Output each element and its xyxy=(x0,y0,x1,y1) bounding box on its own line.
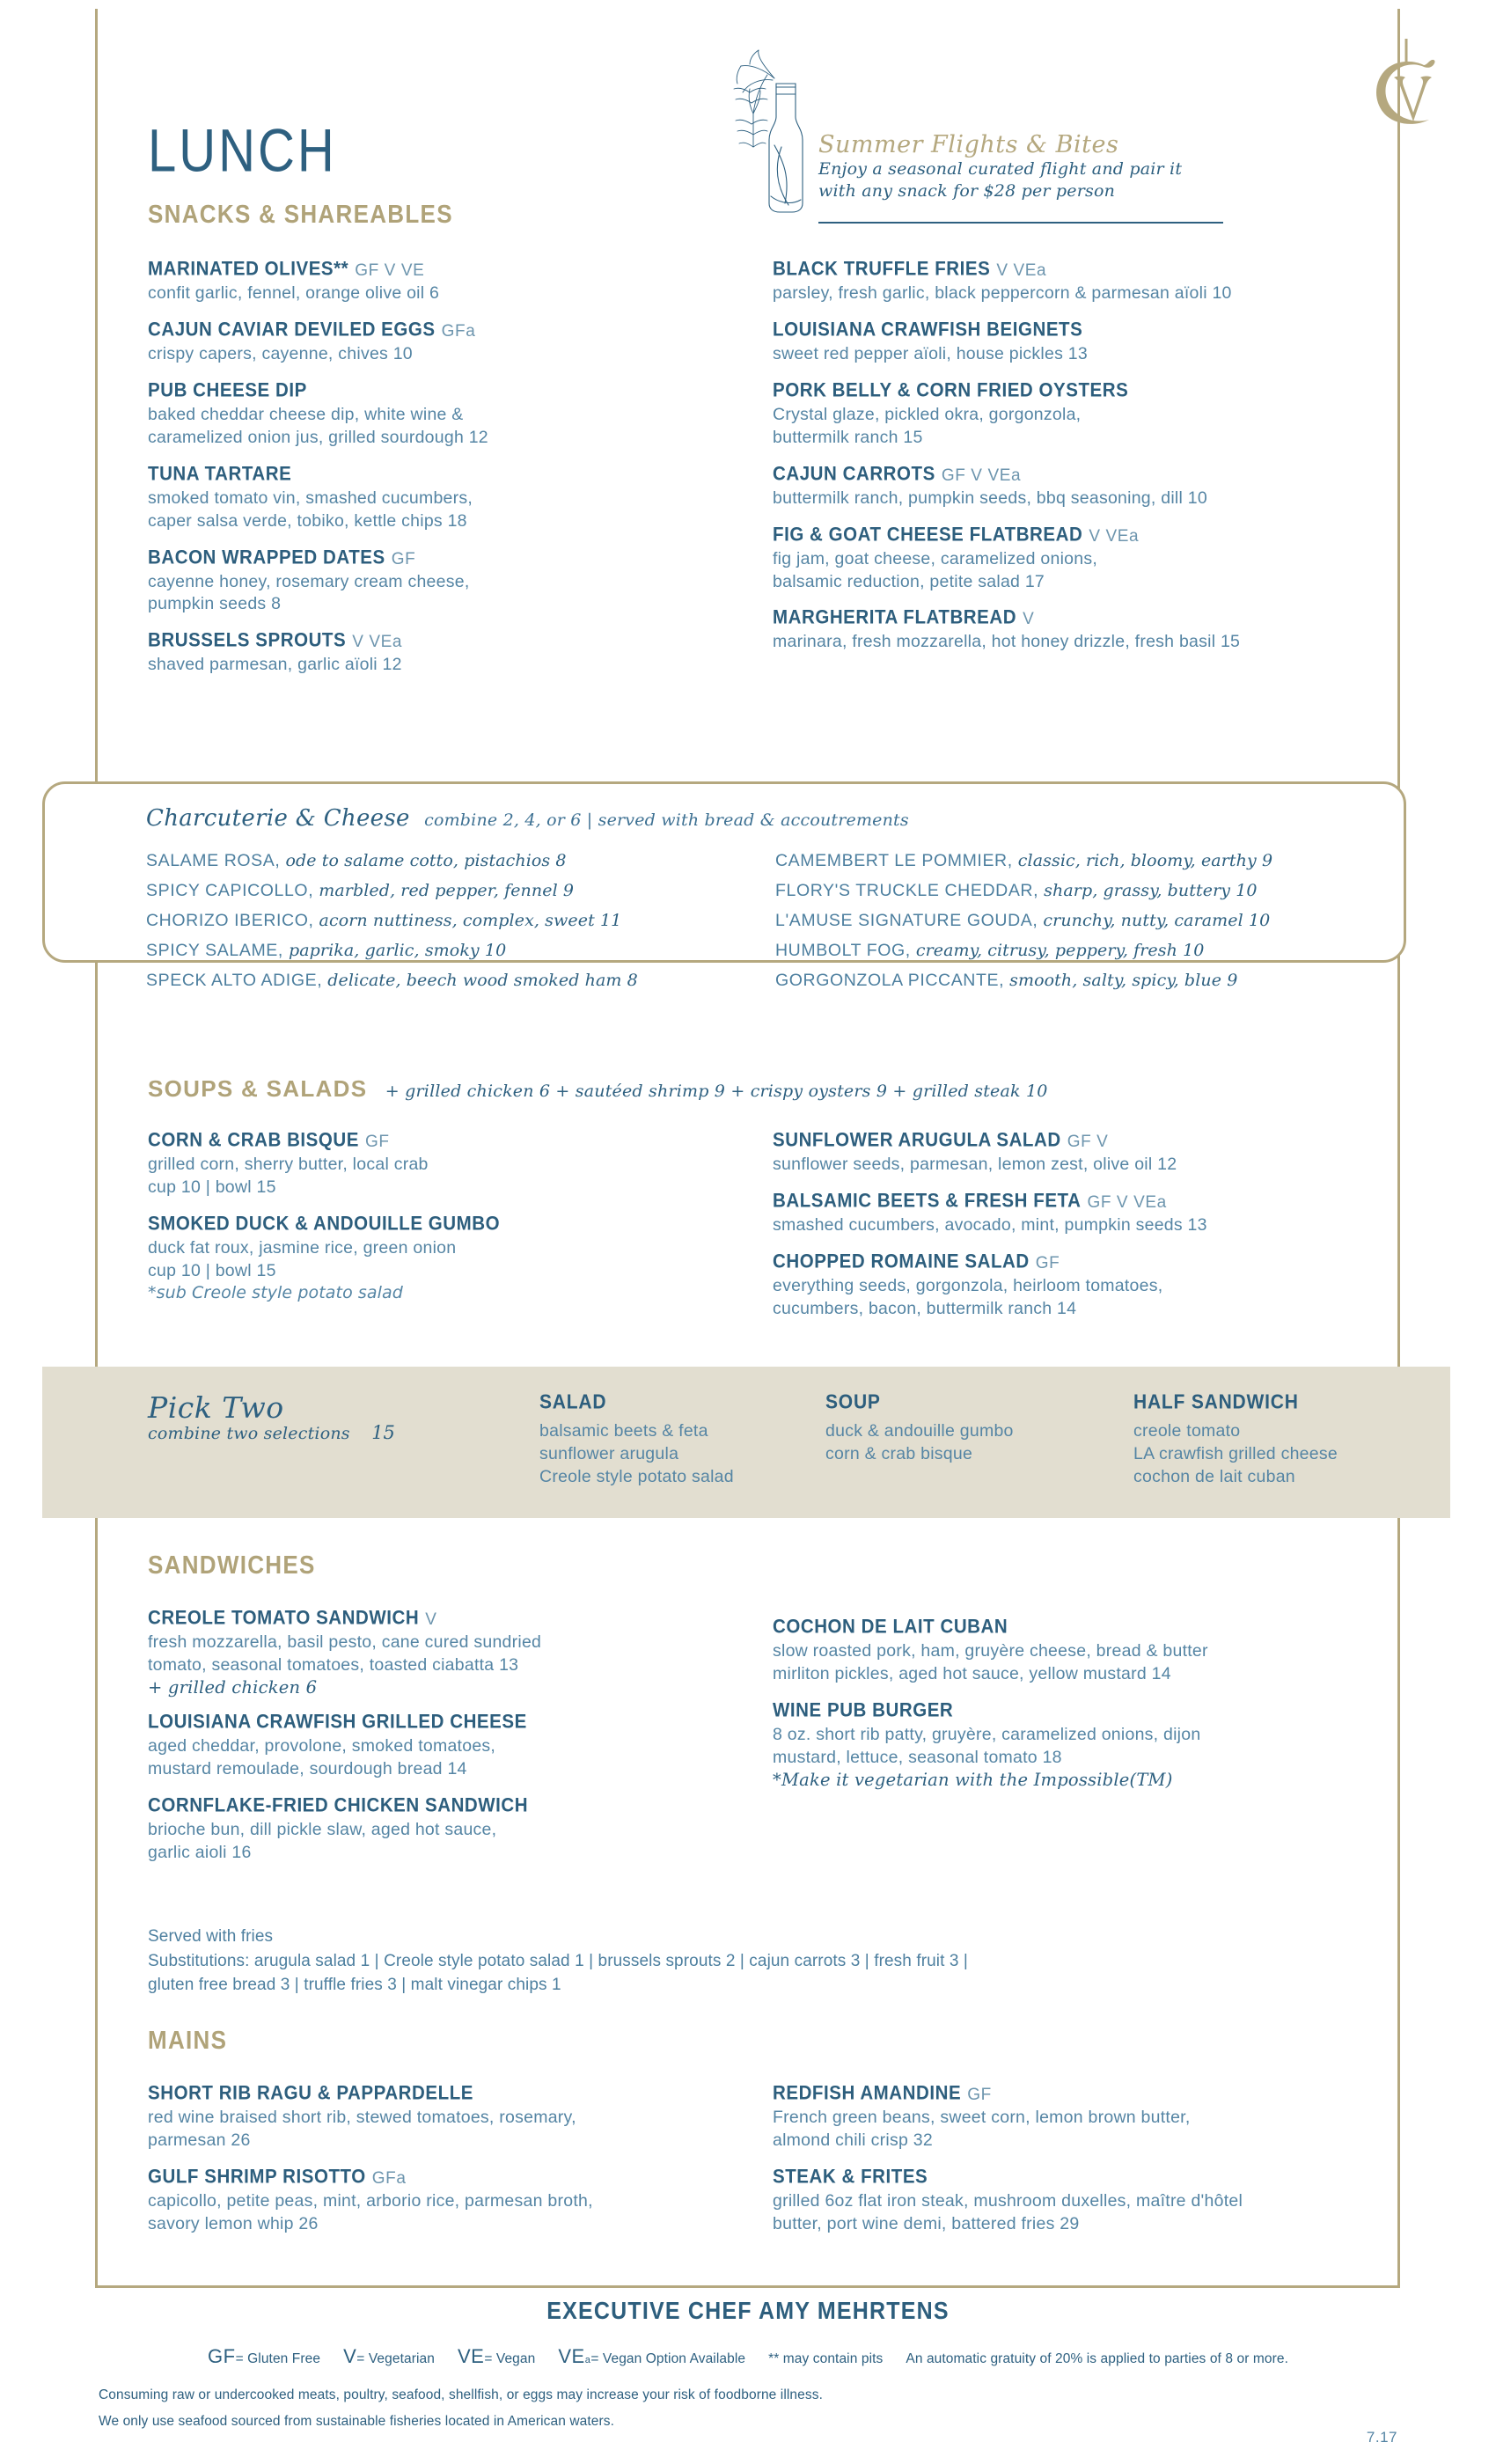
menu-item xyxy=(773,1252,1389,1321)
charcuterie-row xyxy=(146,942,638,960)
charcuterie-item-description: sharp, grassy, buttery 10 xyxy=(1044,881,1258,900)
menu-item-description: grilled 6oz flat iron steak, mushroom duxelles, maître d'hôtel butter, port wine demi, battered fries 29 xyxy=(773,2190,1243,2233)
menu-item-name: SMOKED DUCK & ANDOUILLE GUMBO xyxy=(148,1212,501,1235)
menu-item-description: marinara, fresh mozzarella, hot honey drizzle, fresh basil 15 xyxy=(773,632,1241,652)
menu-item xyxy=(773,378,1389,450)
menu-item-name: CHOPPED ROMAINE SALAD xyxy=(773,1250,1030,1272)
charcuterie-title: Charcuterie & Cheese xyxy=(146,805,410,832)
page-frame-bottom-line xyxy=(95,2285,1400,2288)
sandwiches-right-column xyxy=(773,1617,1406,1805)
menu-header xyxy=(0,0,1496,220)
legend-key: GF xyxy=(208,2345,236,2367)
section-heading-mains: MAINS xyxy=(148,2025,228,2055)
menu-item-name: SUNFLOWER ARUGULA SALAD xyxy=(773,1128,1061,1151)
legend-value: = Vegetarian xyxy=(356,2351,435,2366)
charcuterie-row xyxy=(775,972,1272,990)
dietary-tag: GFa xyxy=(441,321,476,341)
menu-item xyxy=(148,257,711,305)
sandwiches-left-column xyxy=(148,1606,711,1880)
section-sandwiches xyxy=(148,1550,316,1580)
menu-item xyxy=(148,462,711,533)
charcuterie-item-description: crunchy, nutty, caramel 10 xyxy=(1043,911,1271,930)
menu-item-name: CORNFLAKE-FRIED CHICKEN SANDWICH xyxy=(148,1793,529,1816)
charcuterie-item-name: SPICY SALAME, xyxy=(146,941,289,960)
dietary-tag: GF xyxy=(1035,1253,1060,1272)
page-title: LUNCH xyxy=(148,117,337,185)
soups-right-column xyxy=(773,1128,1389,1336)
menu-item xyxy=(148,2167,711,2236)
cv-monogram-logo xyxy=(1355,35,1452,132)
menu-item xyxy=(148,548,711,617)
menu-item-description: grilled corn, sherry butter, local crab cup 10 | bowl 15 xyxy=(148,1155,429,1197)
menu-item xyxy=(773,462,1389,510)
menu-item-description: brioche bun, dill pickle slaw, aged hot sauce, garlic aioli 16 xyxy=(148,1819,497,1862)
menu-item xyxy=(773,1617,1406,1686)
menu-item-description: slow roasted pork, ham, gruyère cheese, bread & butter mirliton pickles, aged hot sauce, yellow mustard 14 xyxy=(773,1641,1208,1683)
pick-two-option: balsamic beets & feta xyxy=(539,1421,708,1441)
pick-two-option: cochon de lait cuban xyxy=(1133,1467,1295,1487)
menu-item xyxy=(148,1606,711,1698)
menu-item-description: fresh mozzarella, basil pesto, cane cured sundried tomato, seasonal tomatoes, toasted ciabatta 13 xyxy=(148,1632,542,1675)
sandwiches-fine-print xyxy=(148,1925,1380,1998)
mains-left-column xyxy=(148,2081,711,2251)
pick-two-column xyxy=(825,1390,1014,1465)
menu-item-description: baked cheddar cheese dip, white wine & caramelized onion jus, grilled sourdough 12 xyxy=(148,404,488,447)
menu-item-name: LOUISIANA CRAWFISH GRILLED CHEESE xyxy=(148,1710,527,1733)
menu-item xyxy=(148,2081,711,2152)
menu-item-name: PUB CHEESE DIP xyxy=(148,378,307,401)
section-snacks xyxy=(148,199,453,230)
menu-item xyxy=(773,1698,1406,1790)
menu-item-name: GULF SHRIMP RISOTTO xyxy=(148,2165,366,2188)
pick-two-subtitle: combine two selections xyxy=(148,1424,350,1443)
section-heading-soups-salads: SOUPS & SALADS xyxy=(148,1075,368,1102)
charcuterie-item-description: ode to salame cotto, pistachios 8 xyxy=(285,851,567,870)
charcuterie-row xyxy=(775,853,1272,870)
mains-right-column xyxy=(773,2081,1406,2251)
charcuterie-left-column xyxy=(146,853,638,1002)
charcuterie-item-name: FLORY'S TRUCKLE CHEDDAR, xyxy=(775,881,1045,900)
menu-item-addon: + grilled chicken 6 xyxy=(148,1676,318,1698)
menu-item xyxy=(148,1128,711,1199)
soups-salads-addons: + grilled chicken 6 + sautéed shrimp 9 + crispy oysters 9 + grilled steak 10 xyxy=(385,1082,1048,1101)
dietary-tag: V xyxy=(425,1610,437,1629)
menu-item xyxy=(773,257,1389,305)
dietary-tag: V VEa xyxy=(352,633,403,652)
dietary-tag: V xyxy=(1023,610,1035,629)
menu-item-name: CAJUN CAVIAR DEVILED EGGS xyxy=(148,318,436,341)
menu-item-name: BRUSSELS SPROUTS xyxy=(148,628,347,652)
charcuterie-item-name: GORGONZOLA PICCANTE, xyxy=(775,971,1010,990)
menu-item-description: fig jam, goat cheese, caramelized onions, balsamic reduction, petite salad 17 xyxy=(773,548,1098,591)
menu-item-name: FIG & GOAT CHEESE FLATBREAD xyxy=(773,523,1083,546)
dietary-tag: V VEa xyxy=(996,261,1047,280)
menu-item-description: parsley, fresh garlic, black peppercorn & parmesan aïoli 10 xyxy=(773,283,1232,303)
charcuterie-row xyxy=(775,913,1272,930)
substitutions-line-2: gluten free bread 3 | truffle fries 3 | malt vinegar chips 1 xyxy=(148,1976,561,1995)
menu-item xyxy=(148,378,711,450)
legend-value: = Gluten Free xyxy=(235,2351,321,2366)
section-mains xyxy=(148,2025,228,2056)
section-heading-snacks: SNACKS & SHAREABLES xyxy=(148,199,453,229)
menu-item-name: STEAK & FRITES xyxy=(773,2165,928,2188)
disclaimer-raw-food: Consuming raw or undercooked meats, poultry, seafood, shellfish, or eggs may increase your risk of foodborne illness. xyxy=(99,2387,823,2402)
pick-two-column-heading: SOUP xyxy=(825,1390,881,1413)
menu-item-name: BACON WRAPPED DATES xyxy=(148,546,385,568)
menu-item-description: sweet red pepper aïoli, house pickles 13 xyxy=(773,343,1088,363)
charcuterie-cheese-box xyxy=(42,781,1406,990)
pick-two-option: LA crawfish grilled cheese xyxy=(1133,1444,1338,1464)
charcuterie-item-name: L'AMUSE SIGNATURE GOUDA, xyxy=(775,911,1044,930)
charcuterie-item-description: creamy, citrusy, peppery, fresh 10 xyxy=(915,941,1205,960)
charcuterie-item-name: SPECK ALTO ADIGE, xyxy=(146,971,328,990)
menu-item xyxy=(773,608,1389,654)
menu-item-name: MARINATED OLIVES** xyxy=(148,257,349,280)
menu-item xyxy=(773,2167,1406,2236)
menu-item-description: sunflower seeds, parmesan, lemon zest, olive oil 12 xyxy=(773,1155,1177,1174)
menu-item-name: LOUISIANA CRAWFISH BEIGNETS xyxy=(773,318,1083,341)
menu-item-description: 8 oz. short rib patty, gruyère, caramelized onions, dijon mustard, lettuce, seasonal tomato 18 xyxy=(773,1724,1201,1767)
pick-two-column-heading: SALAD xyxy=(539,1390,607,1413)
flight-promo-title: Summer Flights & Bites xyxy=(818,131,1119,158)
charcuterie-item-description: paprika, garlic, smoky 10 xyxy=(288,941,507,960)
menu-item-description: smoked tomato vin, smashed cucumbers, caper salsa verde, tobiko, kettle chips 18 xyxy=(148,488,473,531)
flight-promo-line1: Enjoy a seasonal curated flight and pair it xyxy=(818,158,1183,179)
substitutions-line-1: Substitutions: arugula salad 1 | Creole style potato salad 1 | brussels sprouts 2 | cajun carrots 3 | fresh fruit 3 | xyxy=(148,1951,968,1970)
dietary-tag: V VEa xyxy=(1089,526,1140,546)
menu-item xyxy=(773,320,1389,366)
pick-two-option: creole tomato xyxy=(1133,1421,1241,1441)
menu-item-description: aged cheddar, provolone, smoked tomatoes, mustard remoulade, sourdough bread 14 xyxy=(148,1735,496,1778)
menu-item-name: WINE PUB BURGER xyxy=(773,1698,954,1721)
legend-gratuity-note: An automatic gratuity of 20% is applied to parties of 8 or more. xyxy=(906,2351,1288,2366)
menu-item-note: *sub Creole style potato salad xyxy=(148,1282,403,1302)
charcuterie-item-description: smooth, salty, spicy, blue 9 xyxy=(1009,971,1238,990)
menu-item-name: BALSAMIC BEETS & FRESH FETA xyxy=(773,1189,1082,1212)
dietary-tag: GF V VEa xyxy=(1087,1192,1167,1212)
dietary-tag: GF V VEa xyxy=(941,466,1022,485)
pick-two-price: 15 xyxy=(371,1422,395,1443)
pick-two-option: Creole style potato salad xyxy=(539,1467,734,1487)
dietary-tag: GF V xyxy=(1067,1133,1109,1151)
legend-key: V xyxy=(343,2345,357,2367)
menu-item-description: red wine braised short rib, stewed tomatoes, rosemary, parmesan 26 xyxy=(148,2108,576,2150)
served-with-note: Served with fries xyxy=(148,1927,274,1946)
menu-item xyxy=(148,1793,711,1865)
pick-two-column xyxy=(1133,1390,1338,1488)
section-heading-sandwiches: SANDWICHES xyxy=(148,1550,316,1580)
charcuterie-item-description: marbled, red pepper, fennel 9 xyxy=(319,881,575,900)
menu-item-addon: *Make it vegetarian with the Impossible(TM) xyxy=(773,1769,1173,1790)
flight-promo-line2: with any snack for $28 per person xyxy=(818,180,1116,201)
menu-item-description: capicollo, petite peas, mint, arborio rice, parmesan broth, savory lemon whip 26 xyxy=(148,2190,593,2233)
legend-pits-note: ** may contain pits xyxy=(768,2351,884,2366)
dietary-tag: GF xyxy=(364,1133,390,1151)
menu-item-name: BLACK TRUFFLE FRIES xyxy=(773,257,991,280)
charcuterie-item-description: acorn nuttiness, complex, sweet 11 xyxy=(319,911,622,930)
menu-item-name: COCHON DE LAIT CUBAN xyxy=(773,1615,1008,1638)
flight-promo-block xyxy=(818,132,1276,202)
charcuterie-item-name: SPICY CAPICOLLO, xyxy=(146,881,319,900)
pick-two-band xyxy=(42,1367,1450,1518)
menu-item-name: REDFISH AMANDINE xyxy=(773,2081,962,2104)
menu-item-description: smashed cucumbers, avocado, mint, pumpkin seeds 13 xyxy=(773,1214,1207,1235)
charcuterie-row xyxy=(775,883,1272,900)
dietary-tag: GFa xyxy=(371,2168,407,2188)
menu-item-description: duck fat roux, jasmine rice, green onion cup 10 | bowl 15 xyxy=(148,1237,457,1280)
charcuterie-item-name: CHORIZO IBERICO, xyxy=(146,911,319,930)
menu-item xyxy=(773,1128,1389,1177)
charcuterie-row xyxy=(146,883,638,900)
pick-two-option: sunflower arugula xyxy=(539,1444,679,1464)
menu-footer xyxy=(0,2297,1496,2446)
menu-item xyxy=(148,628,711,677)
legend-value: = Vegan Option Available xyxy=(590,2351,746,2366)
dietary-tag: GF xyxy=(967,2086,992,2104)
charcuterie-right-column xyxy=(775,853,1272,1002)
charcuterie-item-name: CAMEMBERT LE POMMIER, xyxy=(775,851,1018,870)
dietary-tag: GF V VE xyxy=(355,261,425,280)
page-frame-left-line xyxy=(95,9,98,2288)
dietary-legend xyxy=(0,2345,1496,2368)
menu-item-description: French green beans, sweet corn, lemon brown butter, almond chili crisp 32 xyxy=(773,2108,1191,2150)
menu-item xyxy=(148,320,711,366)
menu-item-name: MARGHERITA FLATBREAD xyxy=(773,606,1017,629)
pick-two-option: duck & andouille gumbo xyxy=(825,1421,1014,1441)
flight-promo-divider xyxy=(818,222,1223,224)
charcuterie-row xyxy=(146,913,638,930)
charcuterie-item-description: classic, rich, bloomy, earthy 9 xyxy=(1017,851,1273,870)
menu-item-description: Crystal glaze, pickled okra, gorgonzola, buttermilk ranch 15 xyxy=(773,404,1082,447)
menu-item xyxy=(148,1214,711,1302)
charcuterie-row xyxy=(775,942,1272,960)
menu-item-name: PORK BELLY & CORN FRIED OYSTERS xyxy=(773,378,1129,401)
legend-value: = Vegan xyxy=(484,2351,536,2366)
menu-item xyxy=(773,525,1389,594)
menu-item-description: confit garlic, fennel, orange olive oil 6 xyxy=(148,283,440,303)
menu-item xyxy=(773,1189,1389,1237)
menu-item-name: CREOLE TOMATO SANDWICH xyxy=(148,1606,420,1629)
disclaimer-sustainable-seafood: We only use seafood sourced from sustainable fisheries located in American waters. xyxy=(99,2414,615,2429)
charcuterie-item-name: HUMBOLT FOG, xyxy=(775,941,916,960)
snacks-right-column xyxy=(773,257,1389,669)
menu-item-description: cayenne honey, rosemary cream cheese, pumpkin seeds 8 xyxy=(148,571,470,614)
pick-two-title: Pick Two xyxy=(148,1390,284,1425)
menu-item-description: shaved parmesan, garlic aïoli 12 xyxy=(148,655,402,675)
charcuterie-item-description: delicate, beech wood smoked ham 8 xyxy=(327,971,638,990)
bottle-botanical-illustration xyxy=(722,48,827,224)
page-number: 7.17 xyxy=(1366,2429,1397,2446)
pick-two-option: corn & crab bisque xyxy=(825,1444,973,1464)
legend-key: VE xyxy=(457,2345,485,2367)
page-frame-right-line xyxy=(1397,9,1400,2288)
executive-chef-line: EXECUTIVE CHEF AMY MEHRTENS xyxy=(546,2297,950,2325)
charcuterie-row xyxy=(146,853,638,870)
legend-key: VEa xyxy=(558,2345,591,2367)
charcuterie-subtitle: combine 2, 4, or 6 | served with bread & accoutrements xyxy=(424,810,909,830)
menu-item xyxy=(148,1712,711,1781)
menu-item-description: everything seeds, gorgonzola, heirloom tomatoes, cucumbers, bacon, buttermilk ranch 14 xyxy=(773,1275,1163,1318)
pick-two-column xyxy=(539,1390,734,1488)
menu-item-description: crispy capers, cayenne, chives 10 xyxy=(148,343,413,363)
charcuterie-item-name: SALAME ROSA, xyxy=(146,851,286,870)
charcuterie-row xyxy=(146,972,638,990)
menu-item-name: TUNA TARTARE xyxy=(148,462,292,485)
menu-item-description: buttermilk ranch, pumpkin seeds, bbq seasoning, dill 10 xyxy=(773,488,1207,508)
menu-item xyxy=(773,2081,1406,2152)
snacks-left-column xyxy=(148,257,711,692)
soups-left-column xyxy=(148,1128,711,1317)
menu-item-name: SHORT RIB RAGU & PAPPARDELLE xyxy=(148,2081,473,2104)
pick-two-column-heading: HALF SANDWICH xyxy=(1133,1390,1299,1413)
menu-item-name: CAJUN CARROTS xyxy=(773,462,935,485)
section-soups-salads xyxy=(148,1075,1048,1103)
menu-item-name: CORN & CRAB BISQUE xyxy=(148,1128,359,1151)
dietary-tag: GF xyxy=(391,549,416,568)
